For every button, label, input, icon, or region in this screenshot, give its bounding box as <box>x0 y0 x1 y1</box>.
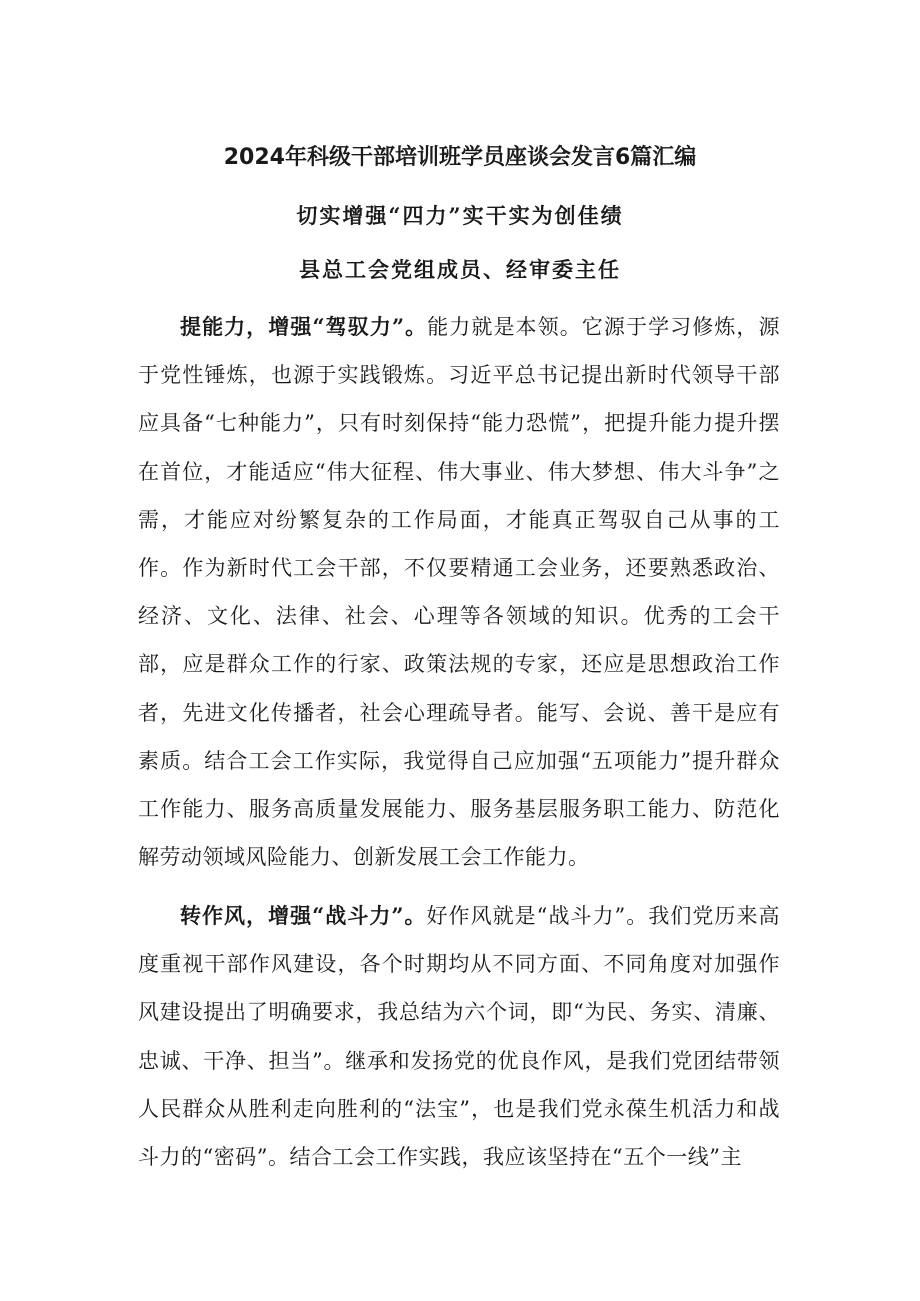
document-title: 2024年科级干部培训班学员座谈会发言6篇汇编 <box>223 145 697 170</box>
paragraph-lead: 转作风，增强“战斗力”。 <box>180 903 427 928</box>
paragraph-body: 好作风就是“战斗力”。我们党历来高度重视干部作风建设，各个时期均从不同方面、不同角度对加强作风建设提出了明确要求，我总结为六个词，即“为民、务实、清廉、忠诚、干净、担当”。继承和发扬党的优良作风，是我们党团结带领人民群众从胜利走向胜利的“法宝”，也是我们党永葆生机活力和战斗力的“密码”。结合工会工作实践，我应该坚持在“五个一线”主 <box>138 904 780 1170</box>
paragraph-body: 能力就是本领。它源于学习修炼，源于党性锤炼，也源于实践锻炼。习近平总书记提出新时代领导干部应具备“七种能力”，只有时刻保持“能力恐慌”，把提升能力提升摆在首位，才能适应“伟大征程、伟大事业、伟大梦想、伟大斗争”之需，才能应对纷繁复杂的工作局面，才能真正驾驭自己从事的工作。作为新时代工会干部，不仅要精通工会业务，还要熟悉政治、经济、文化、法律、社会、心理等各领域的知识。优秀的工会干部，应是群众工作的行家、政策法规的专家，还应是思想政治工作者，先进文化传播者，社会心理疏导者。能写、会说、善干是应有素质。结合工会工作实际，我觉得自己应加强“五项能力”提升群众工作能力、服务高质量发展能力、服务基层服务职工能力、防范化解劳动领域风险能力、创新发展工会工作能力。 <box>138 315 780 870</box>
author-line: 县总工会党组成员、经审委主任 <box>299 257 621 282</box>
article-title: 切实增强“四力”实干实为创佳绩 <box>296 203 624 228</box>
paragraph-ability <box>138 303 780 881</box>
paragraph-style <box>138 892 780 1181</box>
paragraph-lead: 提能力，增强“驾驭力”。 <box>180 314 428 339</box>
